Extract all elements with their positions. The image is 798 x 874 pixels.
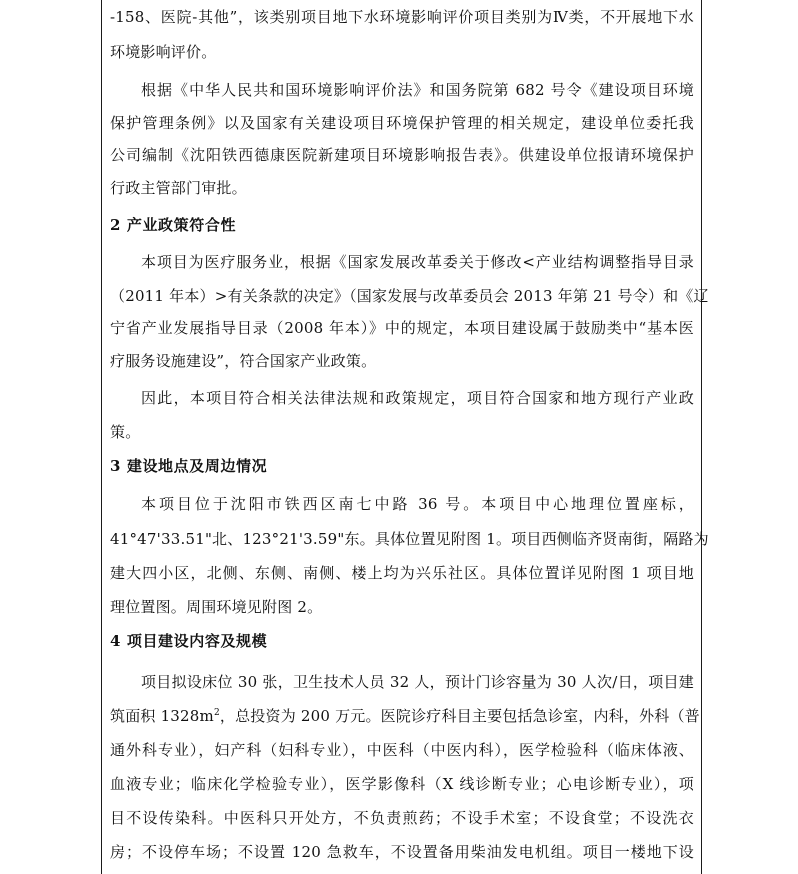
paragraph-line: 策。: [110, 423, 141, 441]
paragraph-line: 本项目位于沈阳市铁西区南七中路 36 号。本项目中心地理位置座标，: [141, 495, 694, 513]
paragraph-line: -158、医院-其他”，该类别项目地下水环境影响评价项目类别为Ⅳ类，不开展地下水: [110, 8, 694, 26]
paragraph-line: 通外科专业），妇产科（妇科专业），中医科（中医内科），医学检验科（临床体液、: [110, 741, 694, 759]
section-heading: 2 产业政策符合性: [110, 216, 237, 234]
paragraph-line: 理位置图。周围环境见附图 2。: [110, 598, 323, 616]
paragraph-line: 41°47'33.51"北、123°21'3.59"东。具体位置见附图 1。项目西侧临齐贤南街，隔路为: [110, 530, 709, 548]
paragraph-line: 建大四小区，北侧、东侧、南侧、楼上均为兴乐社区。具体位置详见附图 1 项目地: [110, 564, 694, 582]
area-text: 筑面积 1328m: [110, 707, 214, 725]
paragraph-line: （2011 年本）>有关条款的决定》（国家发展与改革委员会 2013 年第 21 号令）和《辽: [110, 287, 709, 305]
superscript: 2: [213, 708, 220, 718]
paragraph-line: 宁省产业发展指导目录（2008 年本）》中的规定，本项目建设属于鼓励类中“基本医: [110, 319, 694, 337]
paragraph-line: [110, 706, 700, 726]
paragraph-line: 疗服务设施建设”，符合国家产业政策。: [110, 352, 377, 370]
paragraph-line: 保护管理条例》以及国家有关建设项目环境保护管理的相关规定，建设单位委托我: [110, 114, 694, 132]
paragraph-line: 行政主管部门审批。: [110, 179, 247, 197]
paragraph-line: 项目拟设床位 30 张，卫生技术人员 32 人，预计门诊容量为 30 人次/日，项目建: [141, 673, 694, 691]
paragraph-line: 公司编制《沈阳铁西德康医院新建项目环境影响报告表》。供建设单位报请环境保护: [110, 146, 694, 164]
paragraph-line: 环境影响评价。: [110, 43, 217, 61]
investment-text: ，总投资为 200 万元。医院诊疗科目主要包括急诊室，内科，外科（普: [219, 707, 700, 725]
section-heading: 3 建设地点及周边情况: [110, 457, 268, 475]
paragraph-line: 目不设传染科。中医科只开处方，不负责煎药；不设手术室；不设食堂；不设洗衣: [110, 809, 694, 827]
paragraph-line: 本项目为医疗服务业，根据《国家发展改革委关于修改<产业结构调整指导目录: [141, 253, 694, 271]
paragraph-line: 因此，本项目符合相关法律法规和政策规定，项目符合国家和地方现行产业政: [141, 389, 694, 407]
paragraph-line: 房；不设停车场；不设置 120 急救车，不设置备用柴油发电机组。项目一楼地下设: [110, 843, 694, 861]
paragraph-line: 血液专业；临床化学检验专业），医学影像科（X 线诊断专业；心电诊断专业），项: [110, 775, 694, 793]
section-heading: 4 项目建设内容及规模: [110, 632, 268, 650]
paragraph-line: 根据《中华人民共和国环境影响评价法》和国务院第 682 号令《建设项目环境: [141, 81, 694, 99]
